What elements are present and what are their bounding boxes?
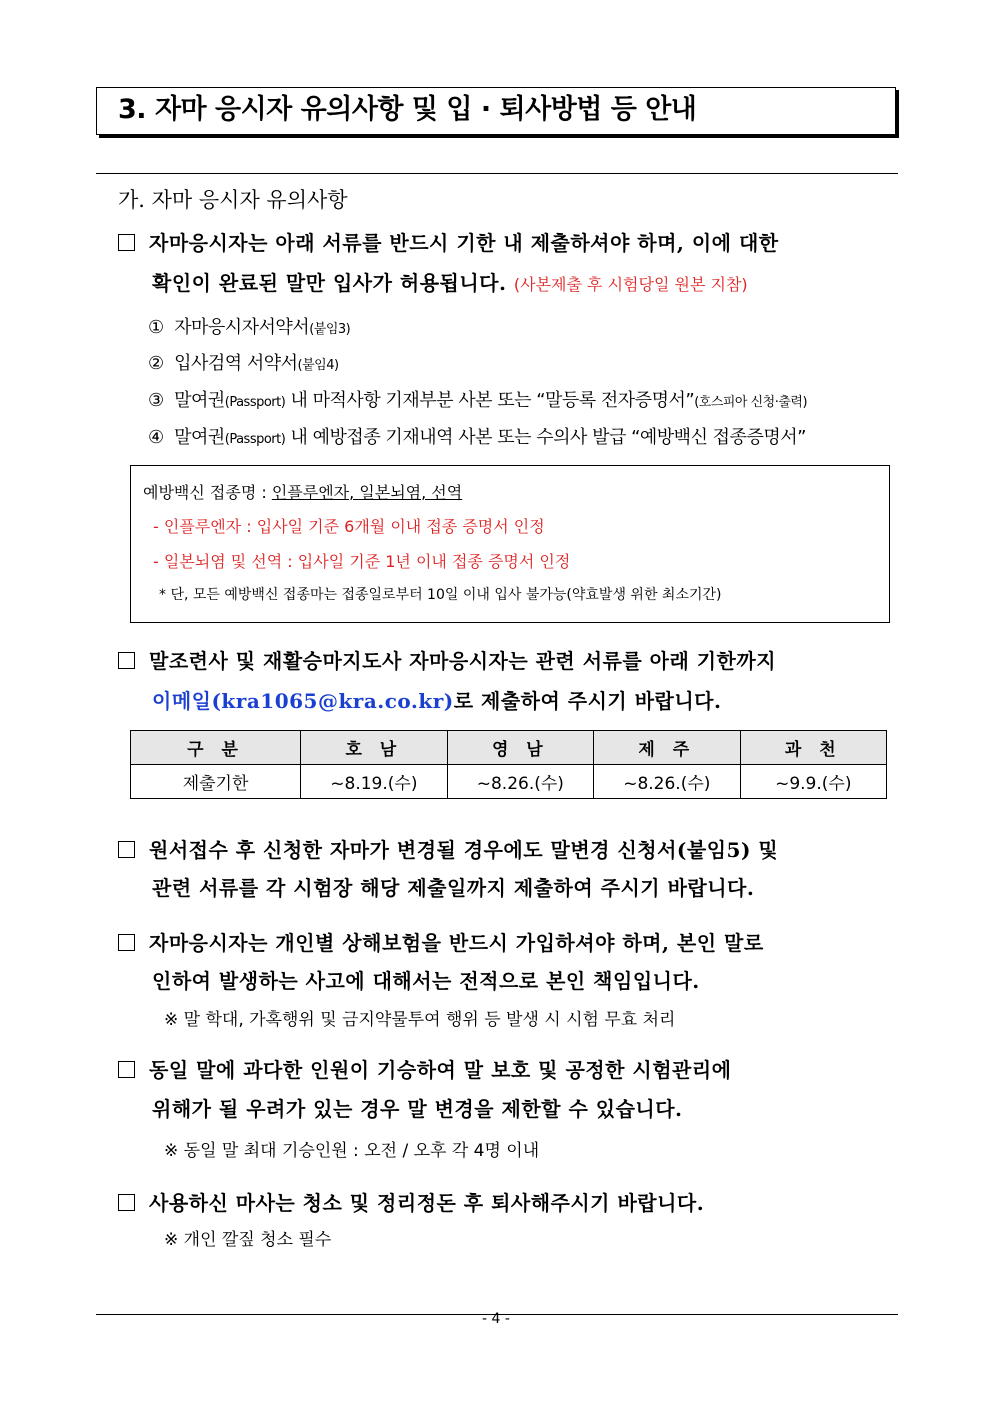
paragraph-3-line-1: 원서접수 후 신청한 자마가 변경될 경우에도 말변경 신청서(붙임5) 및 [118, 830, 778, 870]
paragraph-5-line-2: 위해가 될 우려가 있는 경우 말 변경을 제한할 수 있습니다. [152, 1097, 683, 1121]
checkbox-icon [118, 652, 135, 669]
original-copy-note: (사본제출 후 시험당일 원본 지참) [513, 275, 748, 294]
table-header-row [131, 731, 887, 765]
paragraph-4-line-1: 자마응시자는 개인별 상해보험을 반드시 가입하셔야 하며, 본인 말로 [118, 923, 764, 963]
section-heading: 가. 자마 응시자 유의사항 [118, 188, 348, 212]
encephalitis-rule: - 일본뇌염 및 선역 : 입사일 기준 1년 이내 접종 증명서 인정 [153, 552, 571, 571]
deadline-yeongnam: ~8.26.(수) [447, 765, 593, 799]
deadline-table [130, 730, 887, 799]
paragraph-4-line-2: 인하여 발생하는 사고에 대해서는 전적으로 본인 책임입니다. [152, 969, 700, 993]
paragraph-2-line-2: 이메일(kra1065@kra.co.kr)로 제출하여 주시기 바랍니다. [152, 689, 722, 713]
document-item-3: ③ 말여권(Passport) 내 마적사항 기재부분 사본 또는 “말등록 전자증명서”(호스피아 신청·출력) [148, 390, 808, 411]
header-gwacheon: 과 천 [740, 731, 886, 765]
page-title: 3. 자마 응시자 유의사항 및 입 · 퇴사방법 등 안내 [118, 94, 697, 125]
document-item-2: ② 입사검역 서약서(붙임4) [148, 353, 339, 374]
deadline-jeju: ~8.26.(수) [594, 765, 740, 799]
paragraph-3-line-2: 관련 서류를 각 시험장 해당 제출일까지 제출하여 주시기 바랍니다. [152, 876, 755, 900]
vaccine-info-box [130, 465, 890, 623]
influenza-rule: - 인플루엔자 : 입사일 기준 6개월 이내 접종 증명서 인정 [153, 517, 545, 536]
paragraph-1-line-2: 확인이 완료된 말만 입사가 허용됩니다. (사본제출 후 시험당일 원본 지참) [152, 271, 748, 295]
table-row [131, 765, 887, 799]
checkbox-icon [118, 1061, 135, 1078]
checkbox-icon [118, 1194, 135, 1211]
paragraph-5-line-1: 동일 말에 과다한 인원이 기승하여 말 보호 및 공정한 시험관리에 [118, 1050, 732, 1090]
vaccine-footnote: * 단, 모든 예방백신 접종마는 접종일로부터 10일 이내 입사 불가능(약효발생 위한 최소기간) [159, 587, 722, 603]
page-number: - 4 - [482, 1311, 510, 1327]
header-yeongnam: 영 남 [447, 731, 593, 765]
document-item-4: ④ 말여권(Passport) 내 예방접종 기재내역 사본 또는 수의사 발급 “예방백신 접종증명서” [148, 427, 806, 448]
checkbox-icon [118, 841, 135, 858]
checkbox-icon [118, 234, 135, 251]
checkbox-icon [118, 934, 135, 951]
paragraph-2-line-1: 말조련사 및 재활승마지도사 자마응시자는 관련 서류를 아래 기한까지 [118, 641, 776, 681]
row-label: 제출기한 [131, 765, 301, 799]
email-link[interactable]: 이메일(kra1065@kra.co.kr) [152, 689, 454, 713]
header-jeju: 제 주 [594, 731, 740, 765]
paragraph-1-line-1: 자마응시자는 아래 서류를 반드시 기한 내 제출하셔야 하며, 이에 대한 [118, 223, 779, 263]
paragraph-6-line-1: 사용하신 마사는 청소 및 정리정돈 후 퇴사해주시기 바랍니다. [118, 1183, 704, 1223]
vaccine-names: 예방백신 접종명 : 인플루엔자, 일본뇌염, 선역 [143, 483, 463, 502]
paragraph-4-note: ※ 말 학대, 가혹행위 및 금지약물투여 행위 등 발생 시 시험 무효 처리 [164, 1010, 676, 1030]
deadline-honam: ~8.19.(수) [301, 765, 447, 799]
paragraph-6-note: ※ 개인 깔짚 청소 필수 [164, 1230, 332, 1250]
document-item-1: ① 자마응시자서약서(붙임3) [148, 317, 351, 338]
paragraph-5-note: ※ 동일 말 최대 기승인원 : 오전 / 오후 각 4명 이내 [164, 1141, 540, 1161]
header-category: 구 분 [131, 731, 301, 765]
top-divider [96, 173, 898, 174]
header-honam: 호 남 [301, 731, 447, 765]
deadline-gwacheon: ~9.9.(수) [740, 765, 886, 799]
